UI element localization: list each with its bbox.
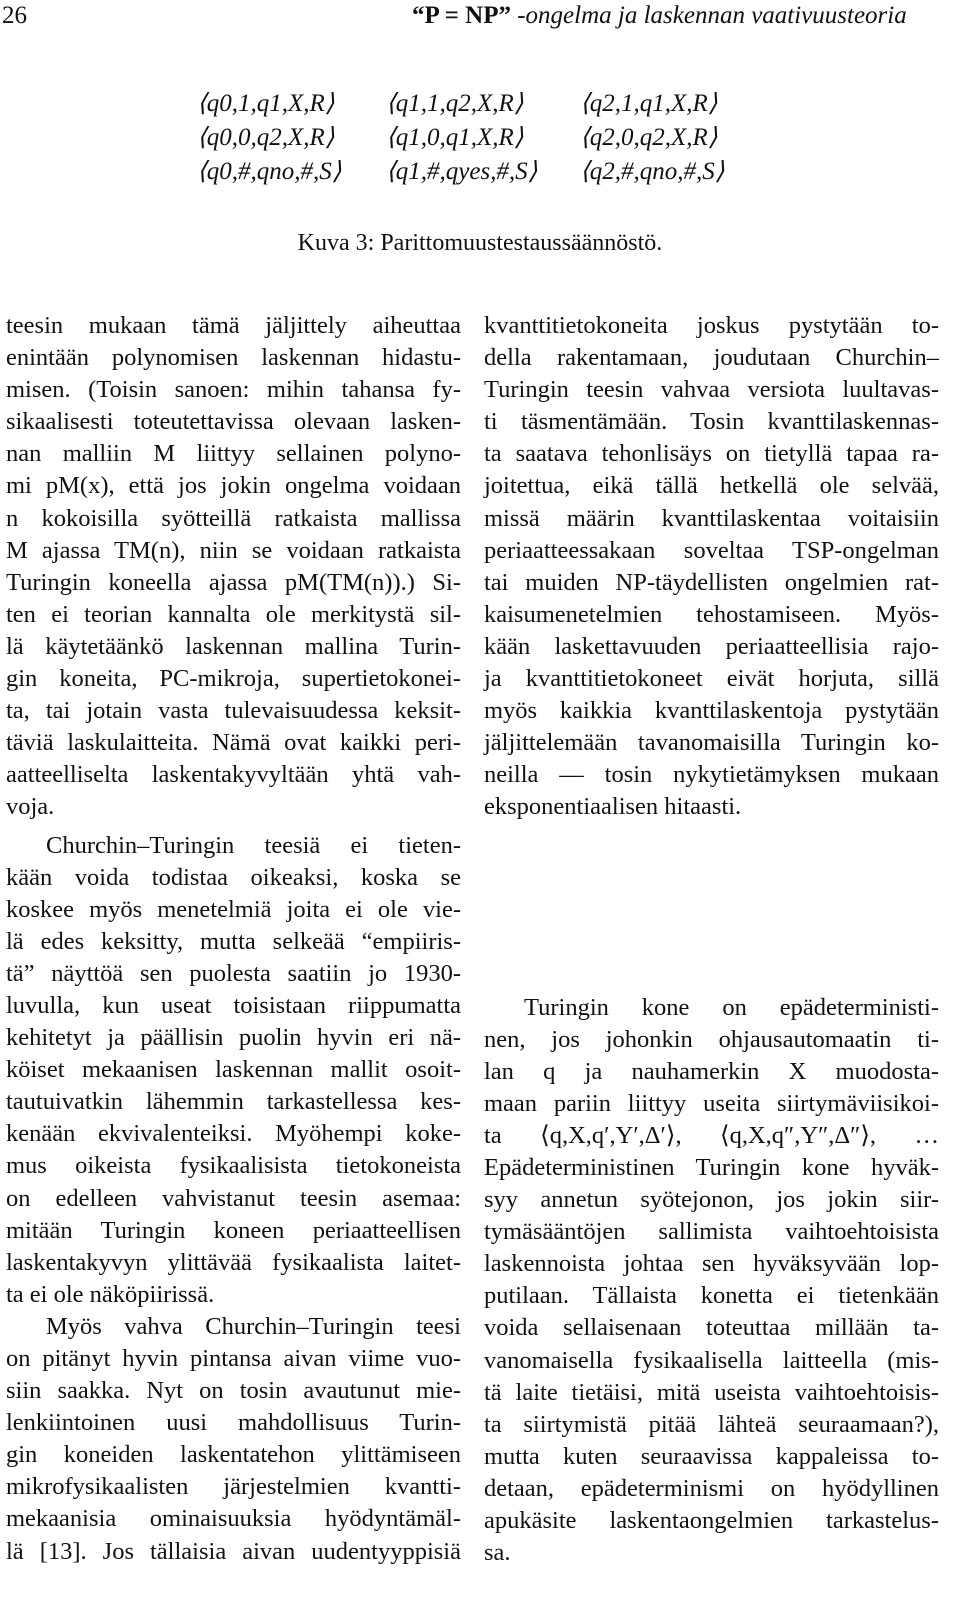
- rule-cell: ⟨q0,1,q1,X,R⟩: [197, 90, 335, 117]
- text-line: koskee myös menetelmiä joita ei ole vie-: [6, 895, 461, 923]
- text-line: misen. (Toisin sanoen: mihin tahansa fy-: [6, 376, 461, 404]
- text-line: neilla — tosin nykytietämyksen mukaan: [484, 761, 939, 789]
- text-line: laskennoista johtaa sen hyväksyvään lop-: [484, 1250, 939, 1278]
- text-line: teesin mukaan tämä jäljittely aiheuttaa: [6, 312, 461, 339]
- text-line: laskentakyvyn ylittävää fysikaalista laitet-: [6, 1248, 461, 1276]
- text-line: kehitetyt ja päällisin puolin hyvin eri nä-: [6, 1024, 461, 1052]
- text-line: nen, jos johonkin ohjausautomaatin ti-: [484, 1025, 939, 1053]
- rule-cell: ⟨q2,1,q1,X,R⟩: [580, 90, 718, 117]
- rule-cell: ⟨q2,0,q2,X,R⟩: [580, 124, 718, 151]
- text-line: gin koneiden laskentatehon ylittämiseen: [6, 1441, 461, 1469]
- text-line: ta saatava tehonlisäys on tietyllä tapaa ra-: [484, 440, 939, 468]
- text-line: joitettua, eikä tällä hetkellä ole selvää,: [484, 472, 939, 500]
- text-line: sa.: [484, 1539, 511, 1567]
- text-line: on edelleen vahvistanut teesin asemaa:: [6, 1184, 461, 1212]
- text-line: M ajassa TM(n), niin se voidaan ratkaista: [6, 536, 461, 564]
- figure-caption: Kuva 3: Parittomuustestaussäännöstö.: [297, 230, 663, 256]
- text-line: aatteelliselta laskentakyvyltään yhtä vah-: [6, 761, 461, 789]
- text-line: myös kaikkia kvanttilaskentoja pystytään: [484, 697, 939, 725]
- text-line: Epädeterministinen Turingin kone hyväk-: [484, 1153, 939, 1181]
- page-number: 26: [2, 2, 27, 29]
- text-line: Turingin koneella ajassa pM(TM(n)).) Si-: [6, 568, 461, 596]
- text-line: mikrofysikaalisten järjestelmien kvantti-: [6, 1473, 461, 1501]
- text-line: missä määrin kvanttilaskentaa voitaisiin: [484, 504, 939, 532]
- text-line: eksponentiaalisen hitaasti.: [484, 793, 742, 821]
- text-line: nan malliin M liittyy sellainen polyno-: [6, 440, 461, 468]
- text-line: detaan, epädeterminismi on hyödyllinen: [484, 1474, 939, 1502]
- float-gap: [484, 824, 939, 992]
- text-line: kenään ekvivalenteiksi. Myöhempi koke-: [6, 1120, 461, 1148]
- text-line: ta siirtymistä pitää lähteä seuraamaan?),: [484, 1410, 939, 1438]
- rule-cell: ⟨q1,0,q1,X,R⟩: [386, 124, 524, 151]
- text-line: apukäsite laskentaongelmien tarkastelus-: [484, 1507, 939, 1534]
- left-column: [6, 310, 461, 1568]
- text-line: voja.: [6, 793, 55, 821]
- text-line: ta ei ole näköpiirissä.: [6, 1280, 215, 1308]
- text-line: kaisumenetelmien tehostamiseen. Myös-: [484, 600, 939, 628]
- rule-cell: ⟨q1,1,q2,X,R⟩: [386, 90, 524, 117]
- text-line: voida sellaisenaan toteuttaa millään ta-: [484, 1314, 939, 1342]
- running-head-title: -ongelma ja laskennan vaativuusteoria: [510, 2, 907, 29]
- text-line: Myös vahva Churchin–Turingin teesi: [46, 1312, 461, 1340]
- text-line: periaatteessakaan soveltaa TSP-ongelman: [484, 536, 939, 564]
- text-line: tä” näyttöä sen puolesta saatiin jo 1930-: [6, 959, 461, 987]
- text-line: siin saakka. Nyt on tosin avautunut mie-: [6, 1377, 461, 1405]
- text-line: lä edes keksitty, mutta selkeää “empiiris-: [6, 927, 461, 955]
- text-line: kään laskettavuuden periaatteellisia rajo-: [484, 632, 939, 660]
- text-line: putilaan. Tällaista konetta ei tietenkään: [484, 1282, 939, 1310]
- text-line: tautuivatkin lähemmin tarkastellessa kes-: [6, 1088, 461, 1116]
- text-line: n kokoisilla syötteillä ratkaista mallissa: [6, 504, 461, 532]
- text-line: mus oikeista fysikaalisista tietokoneista: [6, 1152, 461, 1180]
- text-line: kvanttitietokoneita joskus pystytään to-: [484, 312, 939, 339]
- running-head-bold: “P = NP”: [412, 2, 511, 29]
- text-line: maan pariin liittyy useita siirtymäviisikoi-: [484, 1089, 939, 1117]
- text-line: vanomaisella fysikaalisella laitteella (mis-: [484, 1346, 939, 1374]
- text-line: köiset mekaanisen laskennan mallit osoit-: [6, 1056, 461, 1084]
- text-line: mekaanisia ominaisuuksia hyödyntämäl-: [6, 1505, 461, 1533]
- text-line: lä [13]. Jos tällaisia aivan uudentyyppisiä: [6, 1537, 461, 1565]
- text-line: kään voida todistaa oikeaksi, koska se: [6, 863, 461, 891]
- text-line: ja kvanttitietokoneet eivät horjuta, sillä: [484, 665, 939, 693]
- text-line: mi pM(x), että jos jokin ongelma voidaan: [6, 472, 461, 500]
- text-line: della rakentamaan, joudutaan Churchin–: [484, 344, 939, 372]
- text-line: syy annetun syötejonon, jos jokin siir-: [484, 1186, 939, 1214]
- text-line: tai muiden NP-täydellisten ongelmien rat-: [484, 568, 939, 596]
- text-line: tä laite tietäisi, mitä useista vaihtoehtoisis-: [484, 1378, 939, 1406]
- text-line: ten ei teorian kannalta ole merkitystä sil-: [6, 600, 461, 628]
- right-column: [484, 310, 939, 1569]
- rule-cell: ⟨q0,#,qno,#,S⟩: [197, 158, 342, 185]
- rule-cell: ⟨q1,#,qyes,#,S⟩: [386, 158, 538, 185]
- text-line: gin koneita, PC-mikroja, supertietokonei-: [6, 665, 461, 693]
- text-line: on pitänyt hyvin pintansa aivan viime vuo-: [6, 1345, 461, 1372]
- text-line: Churchin–Turingin teesiä ei tieten-: [46, 831, 461, 859]
- running-head: [412, 2, 907, 30]
- rule-cell: ⟨q2,#,qno,#,S⟩: [580, 158, 725, 185]
- text-line: enintään polynomisen laskennan hidastu-: [6, 344, 461, 372]
- text-line: Turingin teesin vahvaa versiota luultavas-: [484, 376, 939, 404]
- text-line: sikaalisesti toteutettavissa olevaan lasken-: [6, 408, 461, 436]
- text-line: ti täsmentämään. Tosin kvanttilaskennas-: [484, 408, 939, 436]
- text-line: täviä laskulaitteita. Nämä ovat kaikki peri-: [6, 729, 461, 757]
- text-line: Turingin kone on epädeterministi-: [524, 993, 939, 1021]
- text-line: mutta kuten seuraavissa kappaleissa to-: [484, 1442, 939, 1470]
- text-line: jäljittelemään tavanomaisilla Turingin ko-: [484, 729, 939, 757]
- text-line: lä käytetäänkö laskennan mallina Turin-: [6, 632, 461, 660]
- text-line: lan q ja nauhamerkin X muodosta-: [484, 1057, 939, 1085]
- rule-cell: ⟨q0,0,q2,X,R⟩: [197, 124, 335, 151]
- text-line: ta ⟨q,X,q′,Y′,Δ′⟩, ⟨q,X,q″,Y″,Δ″⟩, …: [484, 1121, 939, 1149]
- text-line: luvulla, kun useat toisistaan riippumatta: [6, 991, 461, 1019]
- text-line: lenkiintoinen uusi mahdollisuus Turin-: [6, 1409, 461, 1437]
- text-line: ta, tai jotain vasta tulevaisuudessa keksit-: [6, 697, 461, 725]
- text-line: mitään Turingin koneen periaatteellisen: [6, 1216, 461, 1244]
- text-line: tymäsääntöjen sallimista vaihtoehtoisista: [484, 1218, 939, 1246]
